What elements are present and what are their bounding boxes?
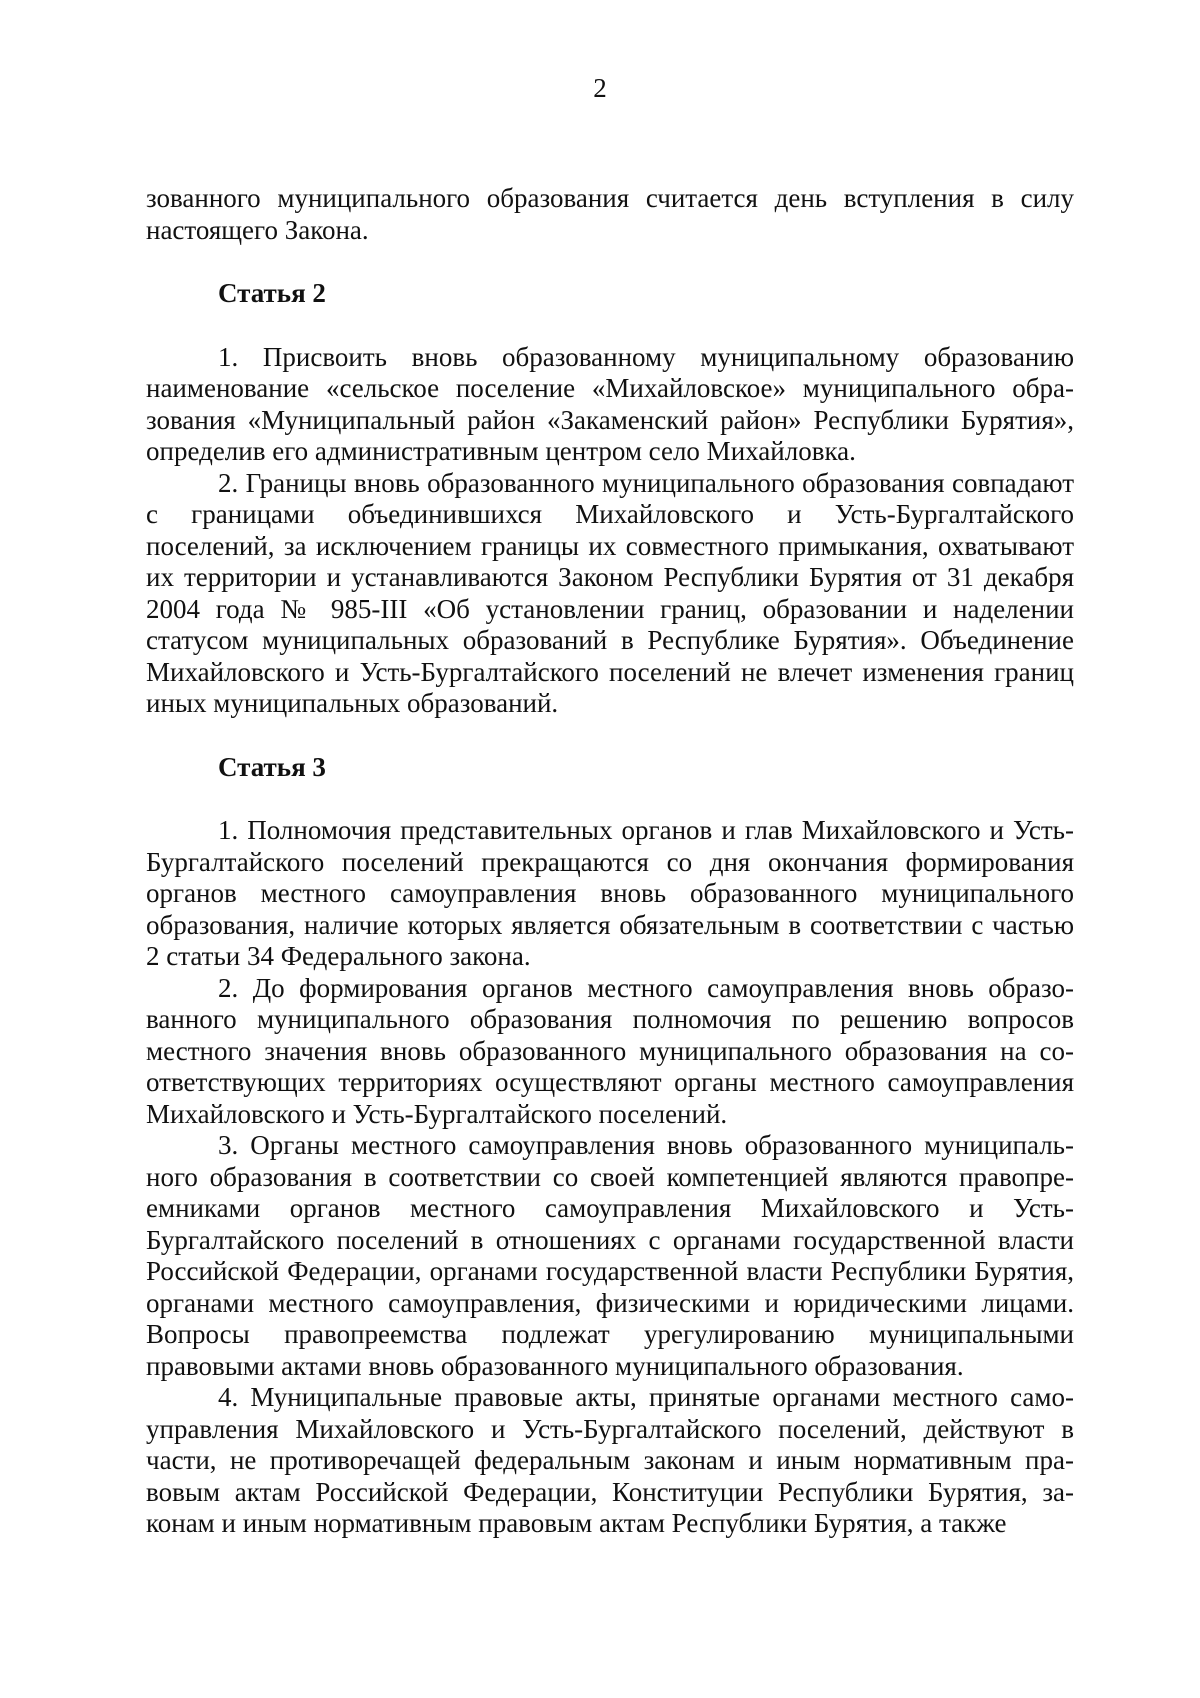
article-3-paragraph-2: 2. До формирования органов местного самоуправления вновь образованного муниципального образования полномочия по решению вопросов местного значения вновь образованного муниципального образования на соответствующих территориях осуществляют органы местного самоуправления Михайловского и Усть-Бургалтайского поселений. (146, 972, 1074, 1129)
article-2-paragraph-2: 2. Границы вновь образованного муниципального образования совпадают с границами объединившихся Михайловского и Усть-Бургалтайского поселений, за исключением границы их совместного примыкания, охватывают их территории и устанавливаются Законом Республики Бурятия от 31 декабря 2004 года № 985-III «Об установлении границ, образовании и наделении статусом муниципальных образований в Республике Бурятия». Объединение Михайловского и Усть-Бургалтайского поселений не влечет изменения границ иных муниципальных образований. (146, 467, 1074, 718)
article-3-paragraph-3: 3. Органы местного самоуправления вновь образованного муниципального образования в соответствии со своей компетенцией являются правопреемниками органов местного самоуправления Михайловского и Усть-Бургалтайского поселений в отношениях с органами государственной власти Российской Федерации, органами государственной власти Республики Бурятия, органами местного самоуправления, физическими и юридическими лицами. Вопросы правопреемства подлежат урегулированию муниципальными правовыми актами вновь образованного муниципального образования. (146, 1130, 1074, 1381)
article-2-paragraph-1: 1. Присвоить вновь образованному муниципальному образованию наименование «сельское поселение «Михайловское» муниципального образования «Муниципальный район «Закаменский район» Республики Бурятия», определив его административным центром село Михайловка. (146, 341, 1074, 466)
article-3-paragraph-4: 4. Муниципальные правовые акты, принятые органами местного самоуправления Михайловского и Усть-Бургалтайского поселений, действуют в части, не противоречащей федеральным законам и иным нормативным правовым актам Российской Федерации, Конституции Республики Бурятия, законам и иным нормативным правовым актам Республики Бурятия, а также (146, 1382, 1074, 1538)
article-2-heading: Статья 2 (218, 278, 326, 308)
article-3-paragraph-1: 1. Полномочия представительных органов и глав Михайловского и Усть-Бургалтайского поселений прекращаются со дня окончания формирования органов местного самоуправления вновь образованного муниципального образования, наличие которых является обязательным в соответствии с частью 2 статьи 34 Федерального закона. (146, 815, 1074, 971)
page-number: 2 (593, 73, 607, 103)
document-body (146, 183, 1074, 1540)
article-3-heading: Статья 3 (218, 751, 326, 782)
intro-paragraph: зованного муниципального образования считается день вступления в силу настоящего Закона. (146, 183, 1074, 245)
